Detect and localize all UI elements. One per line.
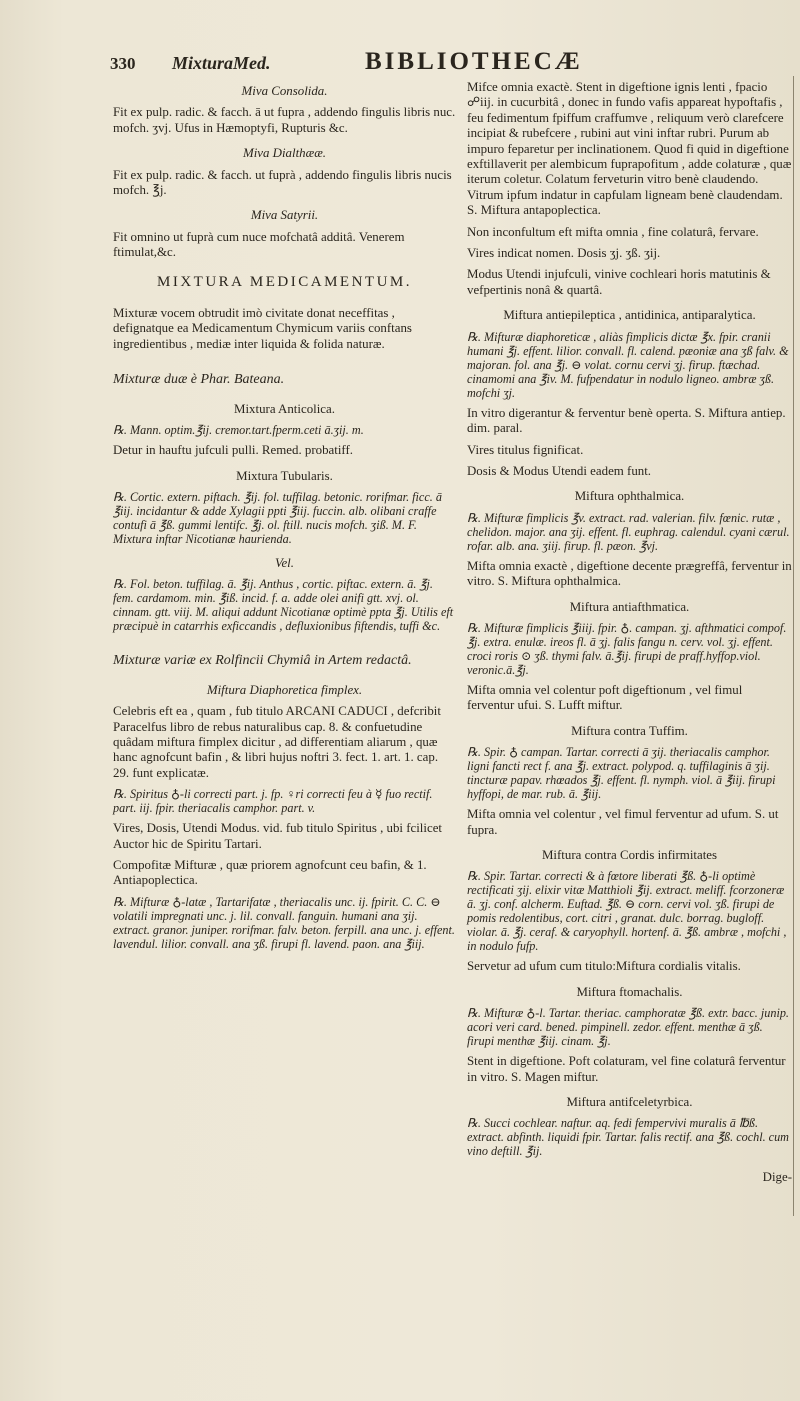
recipe-paragraph: ℞. Fol. beton. tuffilag. ā. ℥ij. Anthus , cortic. piftac. extern. ā. ℥j. fem. cardamom. min. ℥iß. incid. f. a. adde olei anifi gtt. xvj. ol. cinnam. gtt. viij. M. aliqui addunt Nicotianæ optimè ppta ℥j. Utilis eft præcipuè in catarrhis exficcandis , defluxionibus fiftendis, tuffi &c. <box>113 577 454 634</box>
recipe-paragraph: ℞. Succi cochlear. naftur. aq. fedi fempervivi muralis ā ℔ß. extract. abfinth. liquidi fpir. Tartar. falis rectif. ana ℥ß. cochl. cum vino deftill. ℥ij. <box>467 1116 789 1159</box>
recipe-paragraph: ℞. Spir. ♁ campan. Tartar. correcti ā ʒij. theriacalis camphor. ligni fancti rect f. ana ℥j. extract. polypod. q. tuffilaginis ā ʒij. tincturæ papav. rhœados ℥j. effent. fl. nymph. viol. ā ℥iij. firupi hyffopi, de mar. rub. ā. ℥iij. <box>467 745 776 802</box>
text-paragraph: Vires indicat nomen. Dosis ʒj. ʒß. ʒij. <box>467 246 661 261</box>
text-paragraph: Servetur ad ufum cum titulo:Miftura cordialis vitalis. <box>467 959 741 974</box>
text-paragraph: Celebris eft ea , quam , fub titulo ARCANI CADUCI , defcribit Paracelfus libro de rebus naturalibus cap. 8. & confuetudine quâdam miftura fimplex dicitur , ad differentiam aliarum , quæ hanc agnofcunt bafin , & libri hujus noftri 3. fect. 1. art. 1. cap. 29. funt explicatæ. <box>113 704 441 780</box>
section-heading: Mixtura Tubularis. <box>236 468 333 483</box>
text-paragraph: Non inconfultum eft mifta omnia , fine colaturâ, fervare. <box>467 224 759 239</box>
text-paragraph: Mixturæ vocem obtrudit imò civitate donat neceffitas , defignatque ea Medicamentum Chymicum variis conftans ingredientibus , mediæ inter liquida & folida naturæ. <box>113 306 412 351</box>
section-heading: Miftura contra Tuffim. <box>571 723 688 738</box>
recipe-paragraph: ℞. Mifturæ fimplicis ℥v. extract. rad. valerian. filv. fœnic. rutæ , chelidon. major. ana ʒij. effent. fl. euphrag. calendul. cyani cærul. rofar. alb. ana. ʒiij. firup. fl. pæon. ℥vj. <box>467 510 790 553</box>
text-paragraph: Vires titulus fignificat. <box>467 442 584 457</box>
section-heading: Miftura ophthalmica. <box>574 489 685 504</box>
text-paragraph: Dosis & Modus Utendi eadem funt. <box>467 463 652 478</box>
recipe-paragraph: ℞. Cortic. extern. piftach. ℥ij. fol. tuffilag. betonic. rorifmar. ficc. ā ℥iij. incidantur & adde Xylagii ppti ℥iij. fuccin. alb. olibani craffe contufi ā ℥ß. gummi lentifc. ℥j. ol. ftill. nucis mofch. ʒiß. M. F. Mixtura inftar Nicotianæ haurienda. <box>113 489 442 546</box>
text-paragraph: Stent in digeftione. Poft colaturam, vel fine colaturâ ferventur in vitro. S. Magen miftur. <box>467 1054 786 1084</box>
section-heading: Mixturæ duæ è Phar. Bateana. <box>113 372 285 388</box>
recipe-paragraph: ℞. Mifturæ diaphoreticæ , aliàs fimplicis dictæ ℥x. fpir. cranii humani ℥j. effent. lilior. convall. fl. calend. pæoniæ ana ʒß falv. & majoran. fol. ana ℥j. ⊖ volat. cornu cervi ʒj. firup. ftæchad. cinamomi ana ℥iv. M. fufpendatur in nodulo ligneo. ambræ ʒß. mofchi ʒj. <box>467 329 789 400</box>
recipe-paragraph: ℞. Mifturæ fimplicis ℥iiij. fpir. ♁. campan. ʒj. afthmatici compof. ℥j. extra. enulæ. ireos fl. ā ʒj. falis fangu n. cerv. vol. ʒj. effent. croci roris ⊙ ʒß. thymi falv. ā.℥ij. firupi de praff.hyffop.viol. veronic.ā.℥j. <box>467 620 787 677</box>
column-rule <box>793 76 794 1216</box>
recipe-paragraph: ℞. Spiritus ♁-li correcti part. j. fp. ♀ri correcti feu à ☿ fuo rectif. part. iij. fpir. theriacalis camphor. part. v. <box>113 787 433 816</box>
recipe-paragraph: ℞. Mann. optim.℥ij. cremor.tart.fperm.ceti ā.ʒij. m. <box>113 423 364 438</box>
text-paragraph: Vires, Dosis, Utendi Modus. vid. fub titulo Spiritus , ubi fcilicet Auctor hic de Spiritu Tartari. <box>113 821 442 851</box>
section-heading: Mixtura Anticolica. <box>234 401 335 416</box>
section-heading: Vel. <box>275 555 294 570</box>
section-heading: Miva Consolida. <box>241 84 328 98</box>
text-paragraph: Fit ex pulp. radic. & facch. ā ut fupra , addendo fingulis libris nuc. mofch. ʒvj. Ufus in Hæmoptyfi, Rupturis &c. <box>113 105 456 135</box>
text-paragraph: Fit ex pulp. radic. & facch. ut fuprà , addendo fingulis libris nucis mofch. ℥j. <box>113 167 452 198</box>
recipe-paragraph: ℞. Spir. Tartar. correcti & à fœtore liberati ℥ß. ♁-li optimè rectificati ʒij. elixir vitæ Matthioli ℥ij. extract. meliff. fcorzoneræ ā. ʒj. conf. alcherm. Euftad. ℥ß. ⊖ corn. cervi vol. ʒß. firupi de pomis redolentibus, cort. citri , granat. dulc. borrag. bugloff. violar. ā. ℥j. ceraf. & caryophyll. hortenf. ā. ℥ß. ambræ , mofchi , in nodulo fufp. <box>467 869 787 954</box>
left-column <box>113 80 456 957</box>
section-heading: MIXTURA MEDICAMENTUM. <box>157 273 412 290</box>
section-heading: Miftura Diaphoretica fimplex. <box>206 682 363 697</box>
running-title: BIBLIOTHECÆ <box>365 48 583 75</box>
text-paragraph: Compofitæ Mifturæ , quæ priorem agnofcunt ceu bafin, & 1. Antiapoplectica. <box>113 857 427 888</box>
section-heading: Mixturæ variæ ex Rolfincii Chymiâ in Artem redactâ. <box>113 653 412 669</box>
text-paragraph: Mifta omnia exactè , digeftione decente prægreffâ, ferventur in vitro. S. Miftura ophthalmica. <box>467 558 792 589</box>
section-heading: Miftura contra Cordis infirmitates <box>541 847 718 862</box>
section-heading: Miftura antiepileptica , antidinica, antiparalytica. <box>503 308 756 323</box>
page-header <box>110 50 790 76</box>
section-heading: Miva Satyrii. <box>250 208 319 223</box>
recipe-paragraph: ℞. Mifturæ ♁-latæ , Tartarifatæ , theriacalis unc. ij. fpirit. C. C. ⊖ volatili impregnati unc. j. lil. convall. fanguin. humani ana ʒij. extract. granor. juniper. rorifmar. falv. beton. ferpill. ana unc. j. effent. lavendul. lilior. convall. ana ʒß. firupi fl. lavend. paon. ana ℥iij. <box>113 894 455 951</box>
text-paragraph: Fit omnino ut fuprà cum nuce mofchatâ additâ. Venerem ftimulat,&c. <box>113 229 405 260</box>
text-paragraph: Mifta omnia vel colentur poft digeftionum , vel fimul ferventur ufui. S. Lufft miftur. <box>467 682 743 713</box>
text-paragraph: Mifta omnia vel colentur , vel fimul ferventur ad ufum. S. ut fupra. <box>467 807 779 837</box>
right-column <box>467 80 792 1186</box>
section-heading: Miva Dialthææ. <box>242 146 327 161</box>
section-heading: Miftura ftomachalis. <box>576 984 683 999</box>
text-paragraph: In vitro digerantur & ferventur benè operta. S. Miftura antiep. dim. paral. <box>467 405 786 436</box>
recipe-paragraph: ℞. Mifturæ ♁-l. Tartar. theriac. camphoratæ ℥ß. extr. bacc. junip. acori veri card. bened. pimpinell. zedor. effent. menthæ ā ʒß. firupi menthæ ℥iij. cinam. ℥j. <box>467 1006 789 1049</box>
section-heading: Miftura antiafthmatica. <box>569 599 690 614</box>
text-paragraph: Mifce omnia exactè. Stent in digeftione ignis lenti , fpacio ☍iij. in cucurbitâ , donec in fundo vafis appareat hypoftafis , feu fedimentum fpiffum craffumve , reliquum verò clarefcere incipiat & rubefcere , rubini aut vini inftar rubri. Purum ab impuro feparetur per inclinationem. Quod fi quid in digeftione exftillaverit per alembicum fuprapofitum , adde colaturæ , quæ iterum coletur. Colatum ferveturin vitro benè claudendo. Vitrum ipfum indatur in capfulam ligneam benè claudendam. S. Miftura antapoplectica. <box>467 80 792 218</box>
text-paragraph: Detur in hauftu jufculi pulli. Remed. probatiff. <box>113 443 353 458</box>
running-head: MixturaMed. <box>172 53 271 73</box>
section-heading: Miftura antifceletyrbica. <box>566 1095 693 1109</box>
page-number: 330 <box>110 54 136 73</box>
catchword: Dige- <box>762 1170 792 1185</box>
text-paragraph: Modus Utendi injufculi, vinive cochleari horis matutinis & vefpertinis nonâ & quartâ. <box>467 267 771 297</box>
